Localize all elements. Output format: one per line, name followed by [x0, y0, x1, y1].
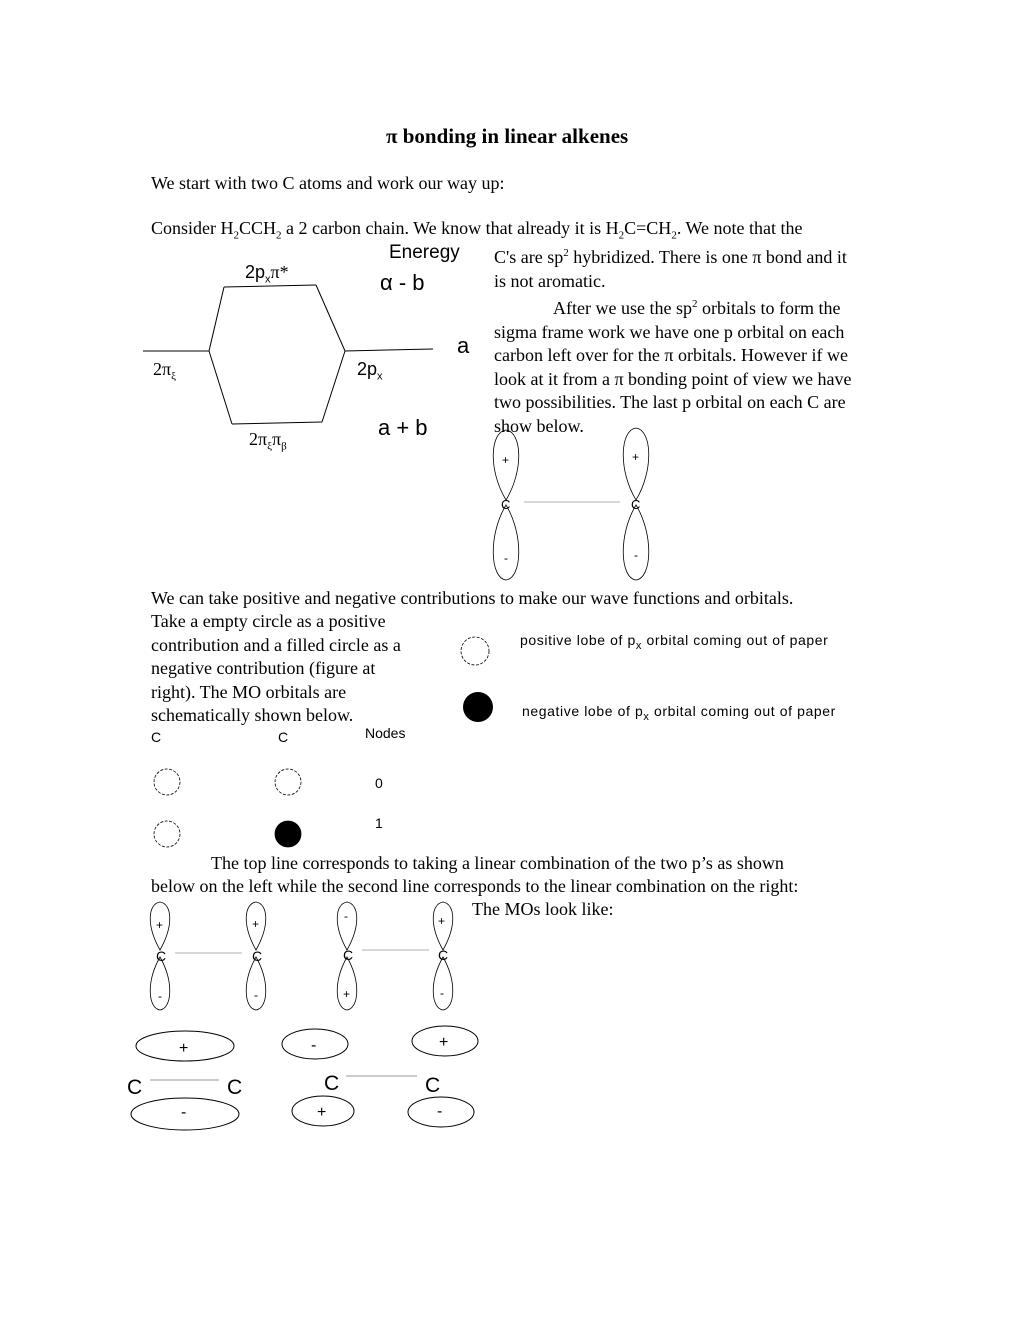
- contributions-paragraph: Take a empty circle as a positive contribution and a filled circle as a negative contribution (figure at right). The MO orbitals are schematically shown below.: [151, 611, 401, 725]
- combination-line-2: below on the left while the second line corresponds to the linear combination on the right:: [151, 876, 799, 896]
- mo-right-top-sign-1: -: [311, 1037, 317, 1054]
- contributions-line-1: We can take positive and negative contributions to make our wave functions and orbitals.: [151, 588, 794, 608]
- antibonding-level-label: $2p_x\pi*$: [245, 262, 289, 286]
- mo-left-bottom-sign: -: [181, 1104, 187, 1121]
- bonding-level-label: $2\pi_\xi\pi_\beta$: [249, 429, 287, 453]
- p-atom-right: C: [631, 497, 641, 512]
- right-level-line: [345, 349, 433, 351]
- p-sign-top-left: +: [502, 453, 510, 467]
- right-level-label: $2p_x$: [357, 359, 383, 383]
- p-orbital-pair: [493, 428, 649, 580]
- schematic-circles: [154, 769, 301, 847]
- antibonding-level-line: [224, 285, 316, 287]
- left-pair-sign-top-2: +: [252, 917, 260, 931]
- right-pair-atom-1: C: [343, 947, 354, 963]
- legend-positive-text: positive lobe of $p_x$ orbital coming out of paper: [520, 632, 829, 652]
- right-pair-sign-bottom-1: +: [343, 987, 351, 1001]
- p-lobe-top-right: [623, 428, 649, 500]
- row0-circle-right: [275, 769, 301, 795]
- energy-axis-label: Eneregy: [389, 242, 460, 263]
- combination-line-1: The top line corresponds to taking a linear combination of the two p’s as shown: [211, 853, 784, 873]
- mo-right-bottom-sign-1: +: [317, 1104, 327, 1121]
- alpha-plus-beta-label: a + b: [378, 415, 428, 440]
- alpha-label: a: [457, 333, 470, 358]
- mo-left-atom-2: C: [227, 1076, 243, 1099]
- left-pair-sign-bottom-2: -: [254, 988, 258, 1002]
- mo-left-atom-1: C: [127, 1076, 143, 1099]
- mo-right-bottom-sign-2: -: [437, 1103, 443, 1120]
- p-atom-left: C: [501, 497, 511, 512]
- p-sign-bottom-left: -: [504, 551, 508, 565]
- row1-circle-right: [275, 821, 301, 847]
- left-level-label: $2\pi_\xi$: [153, 359, 176, 383]
- row1-circle-left: [154, 821, 180, 847]
- mo-left-top-sign: +: [179, 1040, 189, 1057]
- left-pair-atom-2: C: [252, 948, 263, 964]
- legend-negative-text: negative lobe of $p_x$ orbital coming out of paper: [522, 703, 836, 723]
- mo-right-atom-2: C: [425, 1074, 441, 1097]
- right-paragraph: C's are $sp^2$ hybridized. There is one π bond and it is not aromatic. After we use the $sp^2$ orbitals to form the sigma frame work we have one p orbital on each carbon left over for the π orbitals. However if we look at it from a π bonding point of view we have two possibilities. The last p orbital on each C are show below.: [494, 247, 852, 436]
- schematic-nodes-header: Nodes: [365, 725, 406, 741]
- combination-left-pair: [150, 902, 266, 1010]
- alpha-minus-beta-label: α - b: [380, 270, 425, 295]
- p-lobe-bottom-left: [493, 505, 519, 580]
- schematic-row1-nodes: 1: [375, 815, 383, 831]
- p-lobe-bottom-right: [623, 505, 649, 580]
- intro-line: We start with two C atoms and work our way up:: [151, 173, 505, 193]
- mo-right-top-sign-2: +: [439, 1034, 449, 1051]
- right-pair-atom-2: C: [438, 947, 449, 963]
- left-pair-sign-top-1: +: [156, 918, 164, 932]
- schematic-carbon-2: C: [278, 729, 289, 745]
- combination-line-3: The MOs look like:: [472, 899, 614, 919]
- combination-right-pair: [337, 902, 453, 1010]
- schematic-carbon-1: C: [151, 729, 162, 745]
- left-pair-sign-bottom-1: -: [158, 989, 162, 1003]
- mo-right-atom-1: C: [324, 1072, 340, 1095]
- right-pair-sign-top-2: +: [438, 914, 446, 928]
- schematic-row0-nodes: 0: [375, 775, 383, 791]
- right-pair-sign-top-1: -: [344, 909, 348, 923]
- energy-diagram-lines: [143, 285, 433, 424]
- right-pair-sign-bottom-2: -: [440, 986, 444, 1000]
- p-sign-bottom-right: -: [634, 548, 638, 562]
- bonding-level-line: [232, 422, 322, 424]
- consider-line: Consider $H_2CCH_2$ a 2 carbon chain. We know that already it is $H_2C=CH_2$. We note that the: [151, 218, 803, 242]
- row0-circle-left: [154, 769, 180, 795]
- page-title: π bonding in linear alkenes: [386, 124, 629, 148]
- left-pair-atom-1: C: [156, 948, 167, 964]
- p-sign-top-right: +: [632, 450, 640, 464]
- legend-empty-circle: [461, 637, 489, 665]
- legend-filled-circle: [463, 692, 493, 722]
